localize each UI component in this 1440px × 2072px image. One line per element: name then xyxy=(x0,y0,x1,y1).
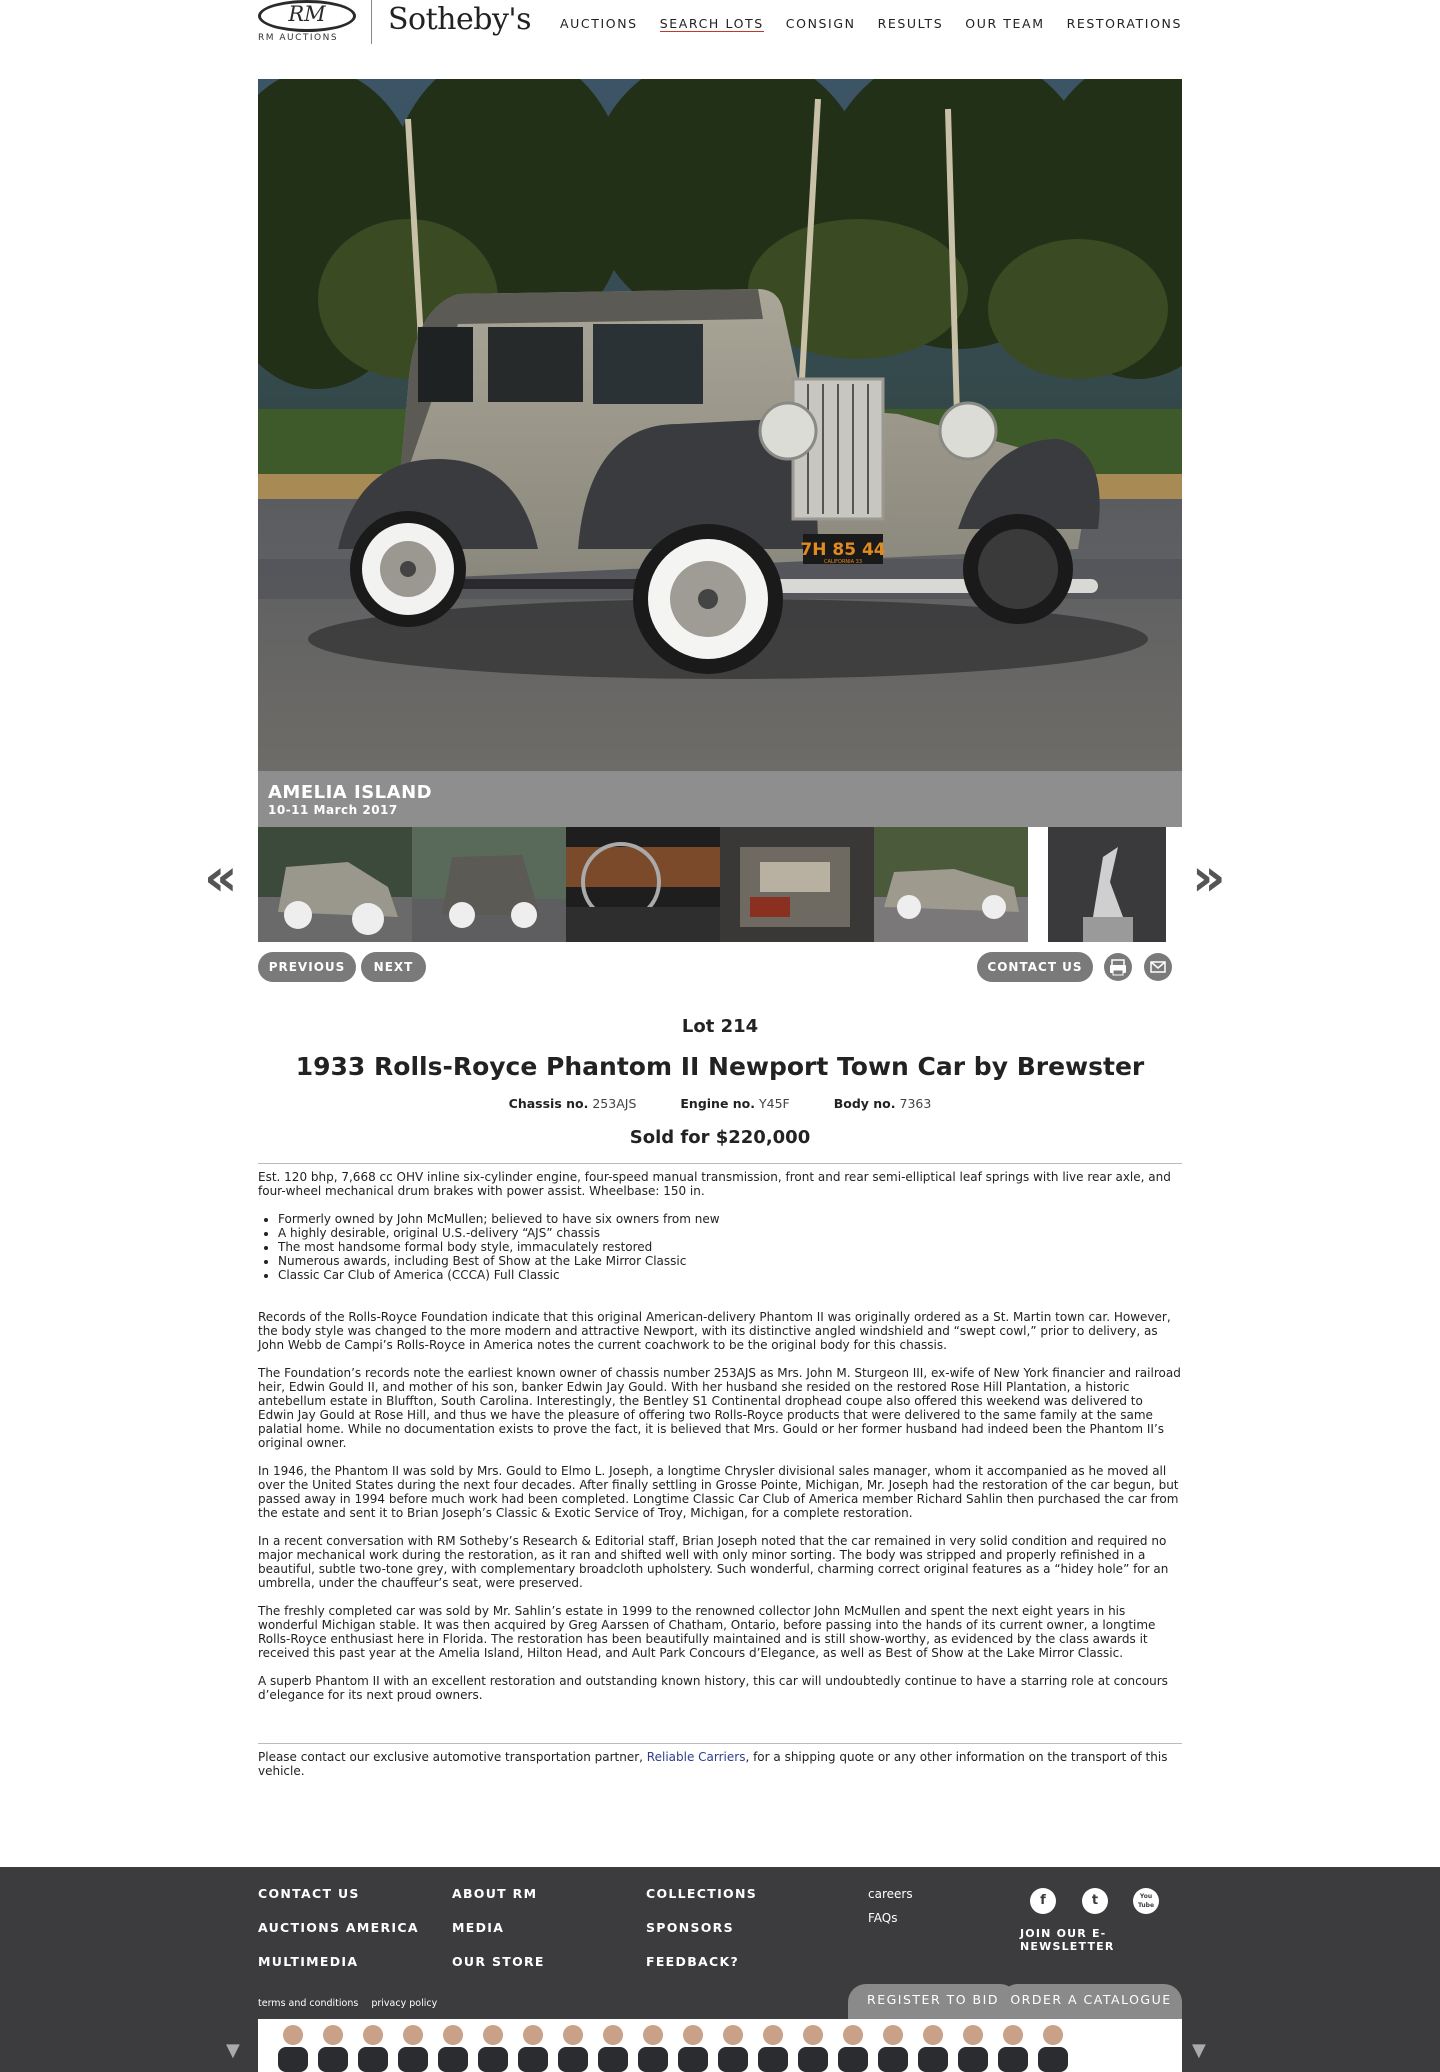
footer-column-3 xyxy=(646,1886,757,1988)
facebook-icon[interactable]: f xyxy=(1030,1888,1056,1914)
footer-small-links xyxy=(868,1887,913,1935)
hero-caption xyxy=(258,771,1182,827)
rm-auctions-logo[interactable] xyxy=(258,0,358,44)
reliable-carriers-link[interactable]: Reliable Carriers xyxy=(646,1750,746,1764)
description-paragraph: In 1946, the Phantom II was sold by Mrs. Gould to Elmo L. Joseph, a longtime Chrysler divisional sales manager, whom it accompanied as he moved all over the United States during the next four decades. After finally settling in Grosse Pointe, Michigan, Mr. Joseph had the restoration of the car begun, but passed away in 1994 before much work had been completed. Longtime Classic Car Club of America member Richard Sahlin then purchased the car from the estate and sent it to Brian Joseph’s Classic & Exotic Service of Troy, Michigan, for a complete restoration. xyxy=(258,1464,1179,1520)
thumbnail-strip xyxy=(258,827,1182,942)
site-header xyxy=(258,0,1182,48)
thumbnail-front-three-quarter[interactable] xyxy=(258,827,412,942)
previous-lot-button[interactable]: PREVIOUS xyxy=(258,952,356,982)
thumbnail-interior-dashboard[interactable] xyxy=(566,827,720,942)
description-paragraph: Records of the Rolls-Royce Foundation indicate that this original American-delivery Phantom II was originally ordered as a St. Martin town car. However, the body style was changed to the more modern and attractive Newport, with its distinctive angled windshield and “swept cowl,” prior to delivery, as John Webb de Campi’s Rolls-Royce in America notes the current coachwork to be the original body for this chassis. xyxy=(258,1310,1171,1352)
legal-links xyxy=(258,1998,447,2009)
sothebys-logo[interactable]: Sotheby's xyxy=(388,2,532,37)
footer-contact-us[interactable]: CONTACT US xyxy=(258,1886,360,1901)
print-icon[interactable] xyxy=(1104,953,1132,981)
list-item: • A highly desirable, original U.S.-delivery “AJS” chassis xyxy=(278,1226,1182,1240)
thumbnail-side-profile[interactable] xyxy=(874,827,1028,942)
engine-number: Engine no. Y45F xyxy=(680,1096,790,1111)
main-nav xyxy=(560,16,1182,32)
footer-media[interactable]: MEDIA xyxy=(452,1920,505,1935)
transport-note: Please contact our exclusive automotive transportation partner, Reliable Carriers, for a shipping quote or any other information on the transport of this vehicle. xyxy=(258,1750,1168,1778)
description-paragraph: In a recent conversation with RM Sotheby’s Research & Editorial staff, Brian Joseph noted that the car remained in very solid condition and required no major mechanical work during the restoration, as it ran and shifted well with only minor sorting. The body was stripped and properly refinished in a beautiful, subtle two-tone grey, with complementary broadcloth upholstery. Such wonderful, charming correct original features as a “hidey hole” for an umbrella, under the chauffeur’s seat, were preserved. xyxy=(258,1534,1169,1590)
body-number: Body no. 7363 xyxy=(833,1096,932,1111)
email-icon[interactable] xyxy=(1144,953,1172,981)
team-strip-left-arrow[interactable]: ▼ xyxy=(226,2040,240,2061)
list-item: • Formerly owned by John McMullen; believed to have six owners from new xyxy=(278,1212,1182,1226)
specs-paragraph: Est. 120 bhp, 7,668 cc OHV inline six-cylinder engine, four-speed manual transmission, front and rear semi-elliptical leaf springs with live rear axle, and four-wheel mechanical drum brakes with power assist. Wheelbase: 150 in. xyxy=(258,1170,1171,1198)
terms-link[interactable]: terms and conditions xyxy=(258,1998,359,2009)
lot-identifiers xyxy=(258,1096,1182,1111)
divider xyxy=(258,1743,1182,1744)
logo-divider xyxy=(371,0,372,44)
license-plate-text: 7H 85 44 xyxy=(800,540,886,560)
list-item: • Numerous awards, including Best of Show at the Lake Mirror Classic xyxy=(278,1254,1182,1268)
next-lot-button[interactable]: NEXT xyxy=(361,952,426,982)
twitter-icon[interactable]: t xyxy=(1082,1888,1108,1914)
team-strip-right-arrow[interactable]: ▼ xyxy=(1192,2040,1206,2061)
description-paragraph: The freshly completed car was sold by Mr. Sahlin’s estate in 1999 to the renowned collector John McMullen and spent the next eight years in his wonderful Michigan stable. It was then acquired by Greg Aarssen of Chatham, Ontario, before passing into the hands of its current owner, a longtime Rolls-Royce enthusiast here in Florida. The restoration has been beautifully maintained and is still show-worthy, as evidenced by the class awards it received this past year at the Amelia Island, Hilton Head, and Ault Park Concours d’Elegance, as well as Best of Show at the Lake Mirror Classic. xyxy=(258,1604,1156,1660)
footer-auctions-america[interactable]: AUCTIONS AMERICA xyxy=(258,1920,419,1935)
gallery-next-arrow[interactable]: » xyxy=(1192,848,1226,908)
team-photo-strip[interactable] xyxy=(258,2019,1182,2072)
footer-column-2 xyxy=(452,1886,545,1988)
lot-title: 1933 Rolls-Royce Phantom II Newport Town Car by Brewster xyxy=(295,1052,1145,1081)
gallery-prev-arrow[interactable]: « xyxy=(204,848,238,908)
nav-auctions[interactable]: AUCTIONS xyxy=(560,16,638,31)
nav-consign[interactable]: CONSIGN xyxy=(785,16,856,31)
nav-results[interactable]: RESULTS xyxy=(877,16,944,31)
description-paragraph: A superb Phantom II with an excellent restoration and outstanding known history, this car will undoubtedly continue to have a starring role at concours d’elegance for its next proud owners. xyxy=(258,1674,1168,1702)
nav-our-team[interactable]: OUR TEAM xyxy=(965,16,1045,31)
auction-location: AMELIA ISLAND xyxy=(268,782,433,803)
thumbnail-mascot-closeup[interactable] xyxy=(1048,827,1166,942)
footer-feedback[interactable]: FEEDBACK? xyxy=(646,1954,740,1969)
highlights-list xyxy=(278,1212,1182,1282)
register-to-bid-button[interactable]: REGISTER TO BID xyxy=(848,1984,1018,2020)
footer-collections[interactable]: COLLECTIONS xyxy=(646,1886,758,1901)
hero-car-photo[interactable] xyxy=(258,79,1182,771)
contact-us-button[interactable]: CONTACT US xyxy=(977,952,1093,982)
team-member-avatars xyxy=(278,2025,1068,2072)
description-paragraph: The Foundation’s records note the earliest known owner of chassis number 253AJS as Mrs. John M. Sturgeon III, ex-wife of New York financier and railroad heir, Edwin Gould II, and mother of his son, banker Edwin Jay Gould. With her husband she resided on the restored Rose Hill Plantation, a historic antebellum estate in Bluffton, South Carolina. Interestingly, the Bentley S1 Continental drophead coupe also offered this weekend was delivered to Edwin Jay Gould at Rose Hill, and thus we have the pleasure of offering two Rolls-Royce products that were delivered to the same family at the same palatial home. While no documentation exists to prove the fact, it is believed that Mrs. Gould or her former husband had indeed been the Phantom II’s original owner. xyxy=(258,1366,1181,1450)
privacy-link[interactable]: privacy policy xyxy=(371,1998,438,2009)
footer-about-rm[interactable]: ABOUT RM xyxy=(452,1886,538,1901)
list-item: • Classic Car Club of America (CCCA) Full Classic xyxy=(278,1268,1182,1282)
youtube-icon[interactable]: You Tube xyxy=(1133,1888,1159,1914)
auction-date: 10-11 March 2017 xyxy=(268,803,398,817)
rm-logo-subtitle: RM AUCTIONS xyxy=(258,33,339,43)
list-item: • The most handsome formal body style, immaculately restored xyxy=(278,1240,1182,1254)
nav-search-lots[interactable]: SEARCH LOTS xyxy=(659,16,764,31)
lot-number: Lot 214 xyxy=(681,1016,759,1037)
divider xyxy=(258,1163,1182,1164)
footer-multimedia[interactable]: MULTIMEDIA xyxy=(258,1954,359,1969)
nav-restorations[interactable]: RESTORATIONS xyxy=(1066,16,1182,31)
thumbnail-rear-three-quarter[interactable] xyxy=(412,827,566,942)
chassis-number: Chassis no. 253AJS xyxy=(508,1096,637,1111)
footer-our-store[interactable]: OUR STORE xyxy=(452,1954,545,1969)
lot-description xyxy=(258,1170,1182,1716)
rm-logo-text: RM xyxy=(288,2,326,26)
order-catalogue-button[interactable]: ORDER A CATALOGUE xyxy=(1000,1984,1182,2020)
license-plate-subtext: CALIFORNIA 33 xyxy=(823,559,863,565)
sold-price: Sold for $220,000 xyxy=(629,1127,811,1148)
newsletter-signup-link[interactable]: JOIN OUR E- NEWSLETTER xyxy=(1020,1927,1115,1953)
footer-column-1 xyxy=(258,1886,419,1988)
footer-careers[interactable]: careers xyxy=(868,1887,913,1901)
footer-faqs[interactable]: FAQs xyxy=(868,1911,898,1925)
footer-sponsors[interactable]: SPONSORS xyxy=(646,1920,734,1935)
thumbnail-engine-bay[interactable] xyxy=(720,827,874,942)
